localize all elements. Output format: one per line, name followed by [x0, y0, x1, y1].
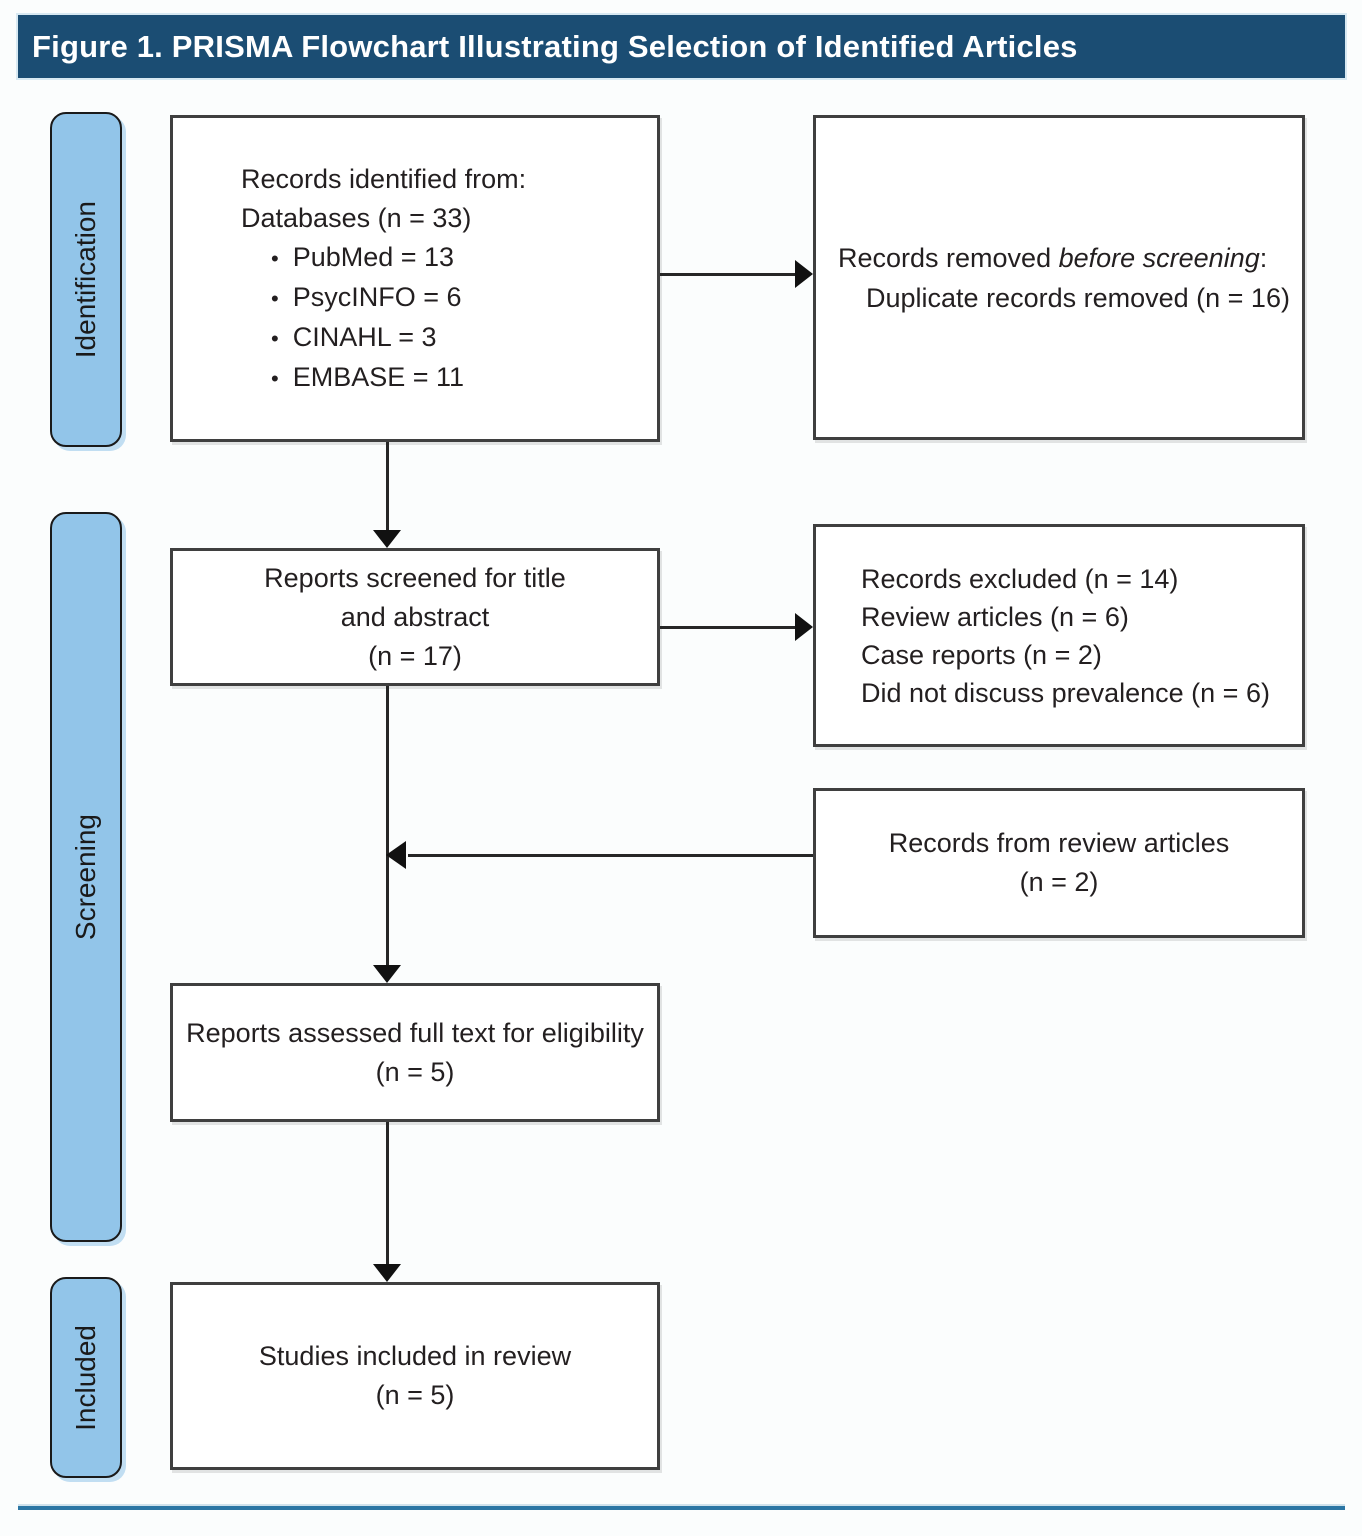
figure-title: Figure 1. PRISMA Flowchart Illustrating Selection of Identified Articles: [32, 28, 1078, 64]
database-bullet-embase-text: EMBASE = 11: [292, 361, 465, 392]
records-removed-line1-italic: before screening: [1058, 242, 1260, 273]
records-removed-box: [813, 115, 1305, 440]
stage-identification-label: Identification: [70, 200, 101, 359]
records-identified-line1: Records identified from:: [241, 163, 527, 194]
reports-assessed-line1: Reports assessed full text for eligibility: [186, 1017, 644, 1048]
database-bullet-pubmed-text: PubMed = 13: [292, 241, 455, 272]
database-bullet-pubmed: [271, 238, 657, 278]
arrow-identified-to-screened-head: [373, 530, 401, 548]
database-bullet-cinahl: [271, 318, 657, 358]
studies-included-count: (n = 5): [375, 1380, 455, 1410]
reports-screened-count: (n = 17): [368, 640, 462, 671]
reports-screened-line2: and abstract: [340, 601, 490, 632]
records-excluded-line3: Case reports (n = 2): [861, 639, 1102, 670]
records-excluded-box: [813, 524, 1305, 747]
records-removed-line2: Duplicate records removed (n = 16): [866, 282, 1290, 313]
records-from-reviews-count: (n = 2): [1019, 867, 1099, 897]
reports-assessed-count: (n = 5): [375, 1056, 455, 1087]
reports-screened-line1: Reports screened for title: [264, 562, 566, 593]
records-excluded-line1: Records excluded (n = 14): [861, 563, 1179, 594]
records-removed-line1-prefix: Records removed: [838, 242, 1059, 273]
reports-assessed-box: [170, 983, 660, 1122]
bullet-icon: •: [271, 285, 279, 311]
bullet-icon: •: [271, 365, 279, 391]
database-bullet-psycinfo: [271, 278, 657, 318]
arrow-screened-to-assessed-head: [373, 965, 401, 983]
studies-included-box: [170, 1282, 660, 1470]
records-removed-line1: [838, 238, 1302, 278]
stage-included: [50, 1277, 122, 1478]
bullet-icon: •: [271, 245, 279, 271]
records-identified-box: [170, 115, 660, 442]
reports-screened-box: [170, 548, 660, 686]
records-identified-line2: Databases (n = 33): [241, 202, 472, 233]
database-bullet-embase: [271, 358, 657, 398]
stage-included-label: Included: [70, 1324, 101, 1431]
records-removed-line1-suffix: :: [1259, 242, 1268, 273]
arrow-screened-to-excluded-line: [660, 626, 800, 629]
arrow-identified-to-screened-line: [386, 442, 389, 534]
records-from-reviews-line1: Records from review articles: [888, 828, 1230, 858]
arrow-reviews-to-flow-head: [386, 841, 406, 869]
database-bullet-psycinfo-text: PsycINFO = 6: [292, 281, 462, 312]
records-excluded-line2: Review articles (n = 6): [861, 601, 1129, 632]
arrow-identified-to-removed-line: [660, 273, 800, 276]
records-excluded-line4: Did not discuss prevalence (n = 6): [861, 677, 1270, 708]
studies-included-line1: Studies included in review: [258, 1341, 572, 1371]
database-bullet-cinahl-text: CINAHL = 3: [292, 321, 437, 352]
arrow-screened-to-excluded-head: [795, 613, 813, 641]
records-from-reviews-box: [813, 788, 1305, 938]
stage-identification: [50, 112, 122, 447]
stage-screening-label: Screening: [70, 813, 101, 941]
figure-title-bar: [18, 15, 1345, 78]
arrow-assessed-to-included-line: [386, 1122, 389, 1268]
bullet-icon: •: [271, 325, 279, 351]
arrow-reviews-to-flow-line: [408, 854, 813, 857]
arrow-identified-to-removed-head: [795, 260, 813, 288]
figure-bottom-rule: [18, 1506, 1345, 1510]
arrow-assessed-to-included-head: [373, 1264, 401, 1282]
stage-screening: [50, 512, 122, 1242]
arrow-screened-to-assessed-line: [386, 686, 389, 969]
